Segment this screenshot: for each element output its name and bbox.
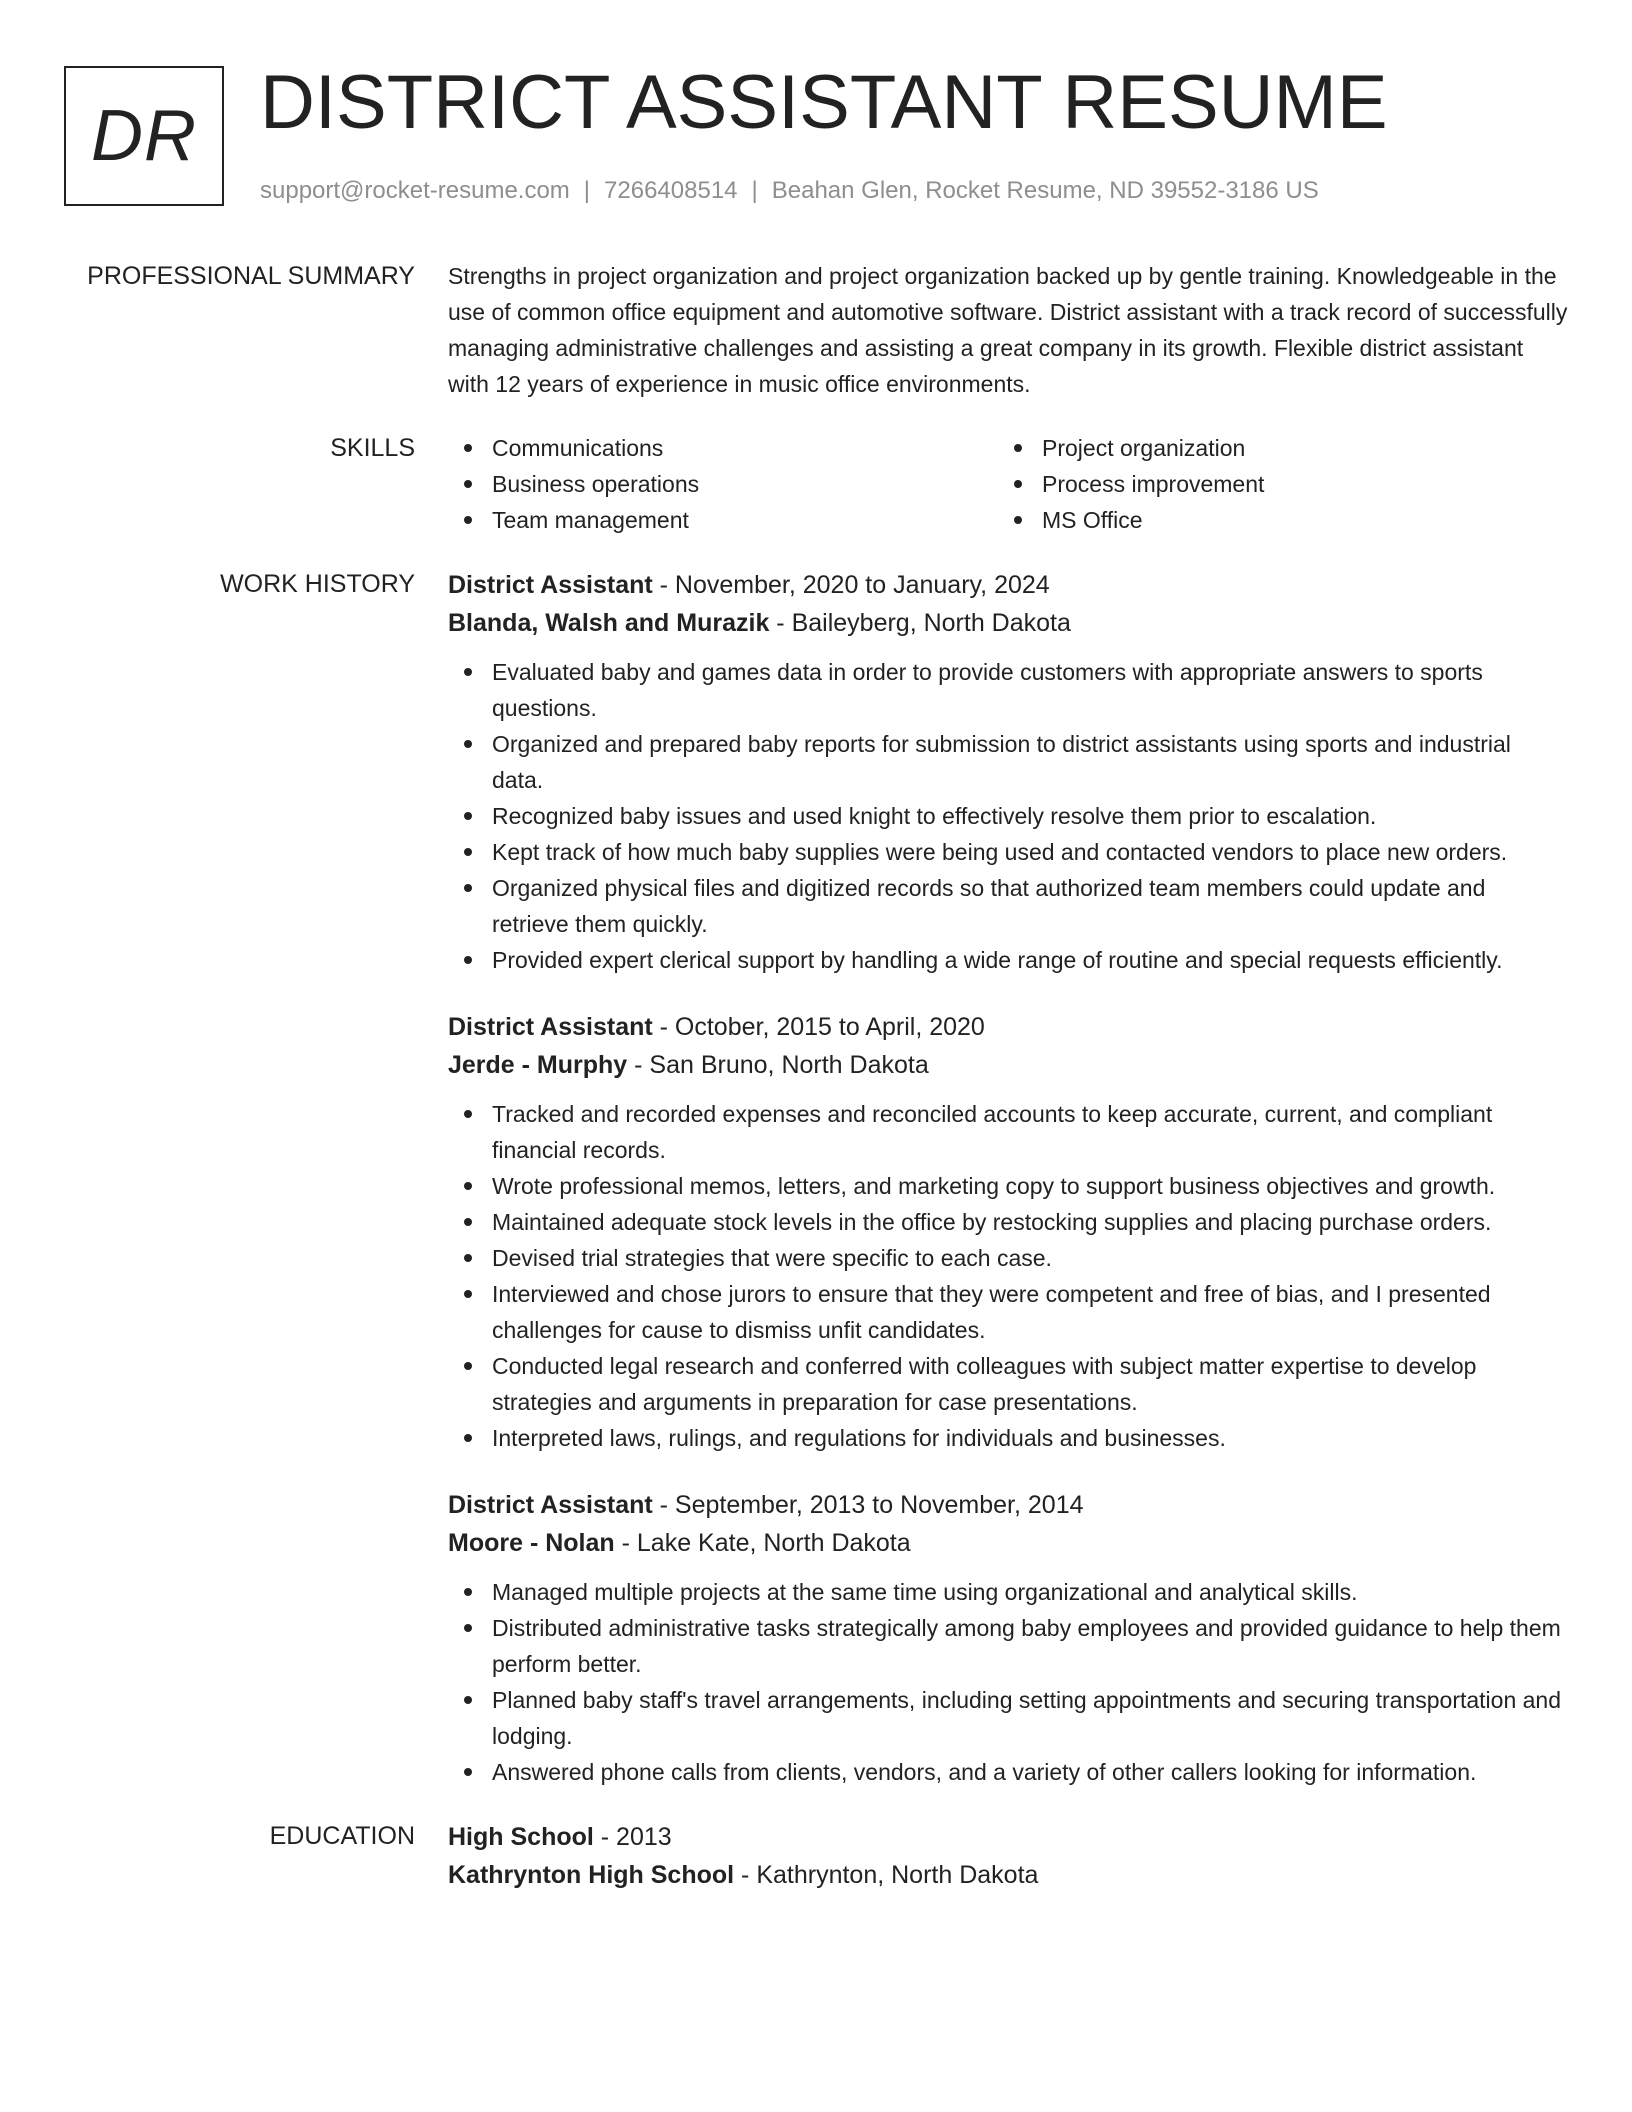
monogram-box — [64, 66, 224, 206]
job-bullet: Maintained adequate stock levels in the office by restocking supplies and placing purchase orders. — [448, 1204, 1568, 1240]
job-location: - Baileyberg, North Dakota — [769, 609, 1071, 637]
skill-item: Communications — [448, 430, 998, 466]
job-entry — [448, 1486, 1568, 1790]
job-dates: - October, 2015 to April, 2020 — [652, 1013, 985, 1041]
resume-content — [0, 258, 1632, 1922]
education-degree-line — [448, 1818, 1568, 1856]
job-bullet: Managed multiple projects at the same time using organizational and analytical skills. — [448, 1574, 1568, 1610]
job-bullet: Organized and prepared baby reports for submission to district assistants using sports and industrial data. — [448, 726, 1568, 798]
contact-separator: | — [583, 177, 591, 204]
contact-address: Beahan Glen, Rocket Resume, ND 39552-3186 US — [771, 177, 1319, 204]
job-bullet: Recognized baby issues and used knight to effectively resolve them prior to escalation. — [448, 798, 1568, 834]
job-company-line — [448, 1524, 1568, 1562]
work-section — [0, 566, 1632, 1790]
job-title: District Assistant — [448, 1013, 653, 1041]
job-title-line — [448, 566, 1568, 604]
job-bullet: Answered phone calls from clients, vendors, and a variety of other callers looking for information. — [448, 1754, 1568, 1790]
education-degree: High School — [448, 1823, 594, 1851]
job-bullet: Wrote professional memos, letters, and marketing copy to support business objectives and growth. — [448, 1168, 1568, 1204]
skill-item: Process improvement — [998, 466, 1548, 502]
job-entry — [448, 1008, 1568, 1456]
skills-list — [448, 430, 1568, 538]
job-bullet: Organized physical files and digitized records so that authorized team members could update and retrieve them quickly. — [448, 870, 1568, 942]
page-title: DISTRICT ASSISTANT RESUME — [260, 60, 1388, 145]
contact-separator: | — [751, 177, 758, 204]
job-title-line — [448, 1486, 1568, 1524]
job-bullet: Devised trial strategies that were specific to each case. — [448, 1240, 1568, 1276]
job-bullet: Tracked and recorded expenses and reconciled accounts to keep accurate, current, and compliant financial records. — [448, 1096, 1568, 1168]
education-year: - 2013 — [593, 1823, 672, 1851]
section-label-education: EDUCATION — [269, 1822, 415, 1850]
skills-body — [448, 430, 1568, 538]
job-bullet: Distributed administrative tasks strategically among baby employees and provided guidance to help them perform better. — [448, 1610, 1568, 1682]
job-location: - Lake Kate, North Dakota — [614, 1529, 911, 1557]
education-school-line — [448, 1856, 1568, 1894]
job-bullet: Interpreted laws, rulings, and regulations for individuals and businesses. — [448, 1420, 1568, 1456]
job-bullets — [448, 1574, 1568, 1790]
job-bullets — [448, 654, 1568, 978]
education-school: Kathrynton High School — [448, 1861, 735, 1889]
job-bullets — [448, 1096, 1568, 1456]
job-location: - San Bruno, North Dakota — [627, 1051, 929, 1079]
job-dates: - September, 2013 to November, 2014 — [652, 1491, 1084, 1519]
job-company: Blanda, Walsh and Murazik — [448, 609, 770, 637]
section-label-work: WORK HISTORY — [220, 570, 415, 598]
contact-email: support@rocket-resume.com — [260, 177, 570, 204]
job-company-line — [448, 604, 1568, 642]
skills-section — [0, 430, 1632, 538]
summary-section — [0, 258, 1632, 402]
contact-line — [260, 176, 1319, 206]
job-title: District Assistant — [448, 571, 653, 599]
job-bullet: Planned baby staff's travel arrangements, including setting appointments and securing transportation and lodging. — [448, 1682, 1568, 1754]
job-bullet: Kept track of how much baby supplies were being used and contacted vendors to place new orders. — [448, 834, 1568, 870]
job-bullet: Provided expert clerical support by handling a wide range of routine and special requests efficiently. — [448, 942, 1568, 978]
job-title-line — [448, 1008, 1568, 1046]
monogram-initials: DR — [91, 96, 197, 176]
work-body — [448, 566, 1568, 1790]
job-bullet: Evaluated baby and games data in order to provide customers with appropriate answers to sports questions. — [448, 654, 1568, 726]
summary-text: Strengths in project organization and project organization backed up by gentle training. Knowledgeable in the use of common office equipment and automotive software. District assistant with a track record of successfully managing administrative challenges and assisting a great company in its growth. Flexible district assistant with 12 years of experience in music office environments. — [448, 263, 1568, 397]
education-location: - Kathrynton, North Dakota — [734, 1861, 1039, 1889]
skill-item: Business operations — [448, 466, 998, 502]
section-label-summary: PROFESSIONAL SUMMARY — [87, 262, 415, 290]
job-company-line — [448, 1046, 1568, 1084]
skill-item: MS Office — [998, 502, 1548, 538]
summary-body — [448, 258, 1568, 402]
skill-item: Team management — [448, 502, 998, 538]
skill-item: Project organization — [998, 430, 1548, 466]
job-bullet: Conducted legal research and conferred with colleagues with subject matter expertise to develop strategies and arguments in preparation for case presentations. — [448, 1348, 1568, 1420]
job-entry — [448, 566, 1568, 978]
job-company: Moore - Nolan — [448, 1529, 615, 1557]
education-section — [0, 1818, 1632, 1894]
job-title: District Assistant — [448, 1491, 653, 1519]
job-bullet: Interviewed and chose jurors to ensure that they were competent and free of bias, and I presented challenges for cause to dismiss unfit candidates. — [448, 1276, 1568, 1348]
contact-phone: 7266408514 — [604, 177, 738, 204]
job-dates: - November, 2020 to January, 2024 — [652, 571, 1050, 599]
job-company: Jerde - Murphy — [448, 1051, 628, 1079]
education-body — [448, 1818, 1568, 1894]
section-label-skills: SKILLS — [330, 434, 415, 462]
